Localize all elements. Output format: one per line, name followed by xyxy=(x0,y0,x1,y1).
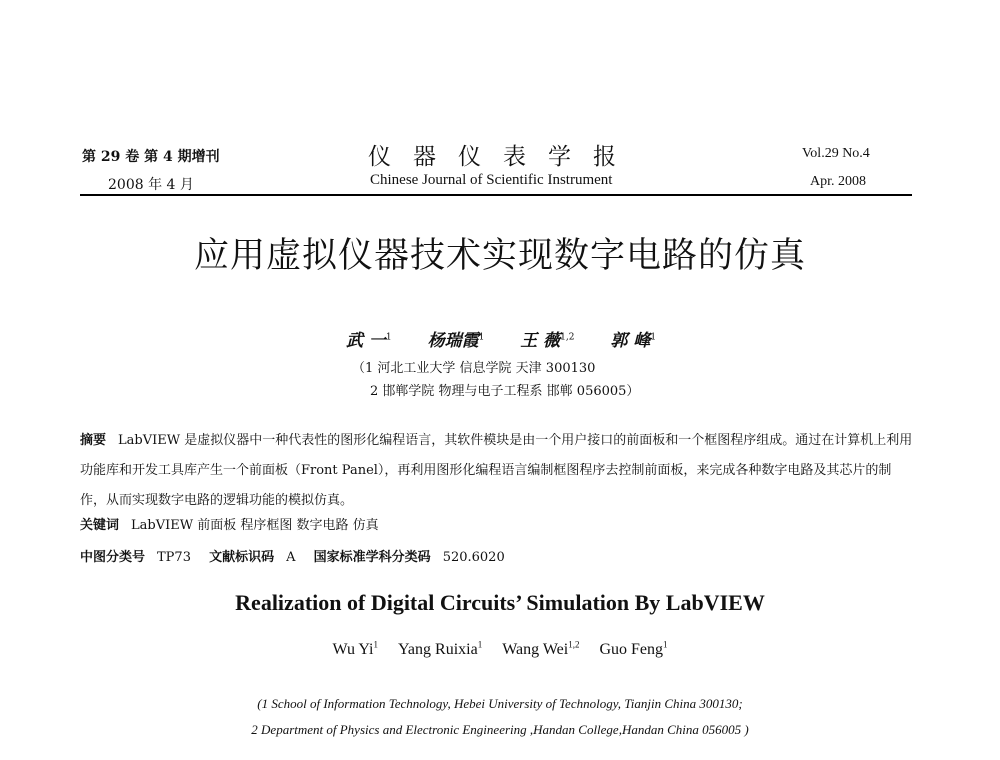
abstract xyxy=(80,426,915,516)
journal-name-en: Chinese Journal of Scientific Instrument xyxy=(370,172,613,188)
paper-title-cn: 应用虚拟仪器技术实现数字电路的仿真 xyxy=(193,236,806,276)
author-cn: 杨瑞霞$^1$ xyxy=(427,331,485,351)
affiliation-en-1: (1 School of Information Technology, Hebei University of Technology, Tianjin China 300130; xyxy=(257,696,743,711)
author-en: Yang Ruixia$^1$ xyxy=(397,640,483,659)
journal-name-cn: 仪器仪表学报 xyxy=(368,144,638,170)
author-cn: 王 薇$^{1,2}$ xyxy=(520,331,575,351)
keywords xyxy=(80,514,915,533)
keywords-text: LabVIEW 前面板 程序框图 数字电路 仿真 xyxy=(131,518,379,533)
doc-code-value: A xyxy=(286,550,296,565)
affiliation-en-2: 2 Department of Physics and Electronic Engineering ,Handan College,Handan China 056005 ) xyxy=(251,722,749,737)
clc-label: 中图分类号 xyxy=(80,550,146,565)
author-en: Wang Wei$^{1,2}$ xyxy=(502,640,580,659)
journal-date-cn: 2008 年 4 月 xyxy=(108,177,194,193)
keywords-label: 关键词 xyxy=(80,518,120,533)
header-rule xyxy=(80,194,912,196)
nsc-value: 520.6020 xyxy=(442,550,505,565)
authors-en xyxy=(0,640,1000,659)
affiliation-cn-2: 2 邯郸学院 物理与电子工程系 邯郸 056005） xyxy=(370,384,640,399)
affiliation-cn-1: （1 河北工业大学 信息学院 天津 300130 xyxy=(352,361,596,376)
classification xyxy=(80,546,915,565)
abstract-label: 摘要 xyxy=(80,433,107,448)
authors-cn xyxy=(346,326,686,351)
paper-title-en: Realization of Digital Circuits’ Simulation By LabVIEW xyxy=(235,590,765,615)
journal-volume-issue: 第 29 卷 第 4 期增刊 xyxy=(82,149,220,165)
author-en: Wu Yi$^1$ xyxy=(332,640,378,659)
journal-date-en: Apr. 2008 xyxy=(810,174,866,189)
doc-code-label: 文献标识码 xyxy=(209,550,275,565)
clc-value: TP73 xyxy=(157,550,191,565)
nsc-label: 国家标准学科分类码 xyxy=(313,550,431,565)
abstract-text: LabVIEW 是虚拟仪器中一种代表性的图形化编程语言，其软件模块是由一个用户接口的前面板和一个框图程序组成。通过在计算机上利用功能库和开发工具库产生一个前面板（Front Panel），再利用图形化编程语言编制框图程序去控制前面板，来完成各种数字电路及其芯片的制作，从而实现数字电路的逻辑功能的模拟仿真。 xyxy=(80,433,913,508)
author-cn: 武 一$^1$ xyxy=(346,331,392,351)
author-cn: 郭 峰$^1$ xyxy=(610,331,657,351)
journal-volume-en: Vol.29 No.4 xyxy=(802,146,870,161)
author-en: Guo Feng$^1$ xyxy=(599,640,668,659)
